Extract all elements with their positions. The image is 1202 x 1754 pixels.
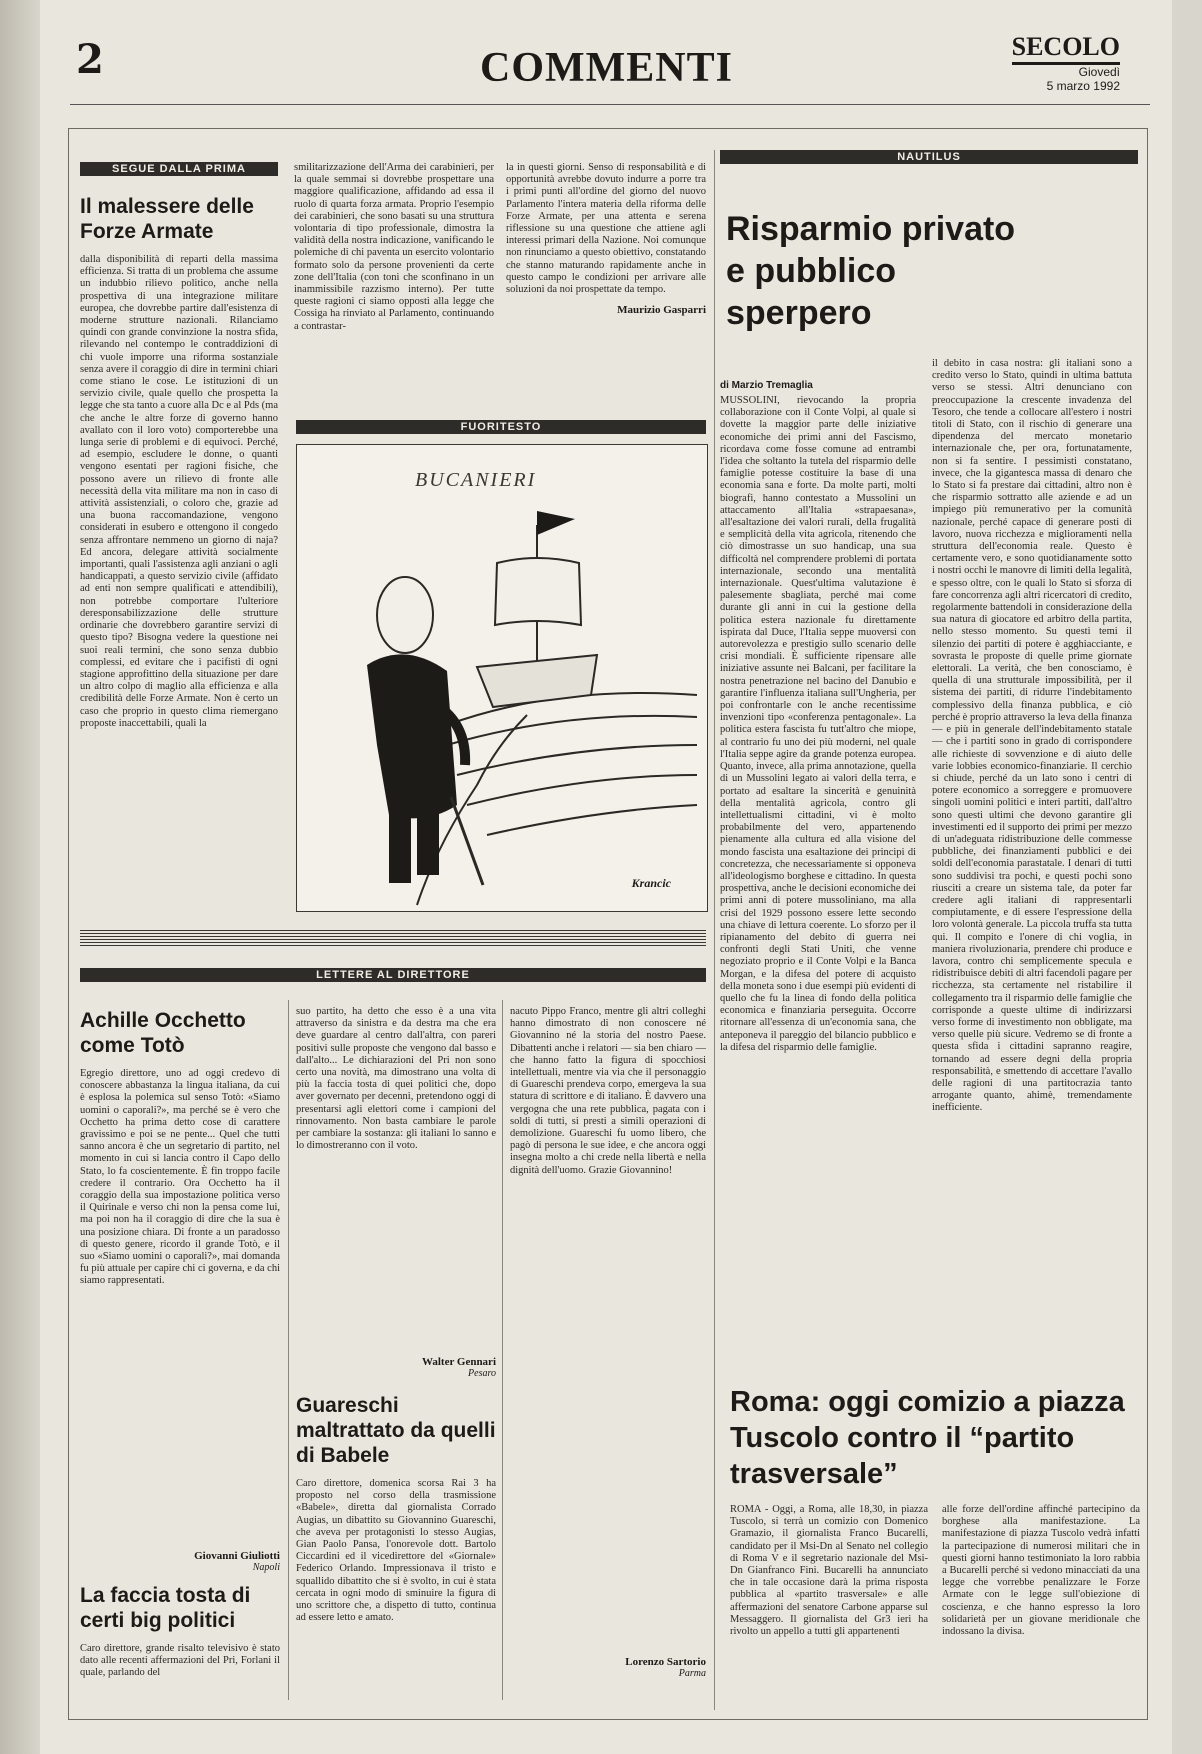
article-title: Roma: oggi comizio a piazza Tuscolo contro il “partito trasversale” <box>730 1386 1125 1490</box>
letter-signature: Walter Gennari <box>421 1356 496 1368</box>
letter-city: Parma <box>678 1668 706 1679</box>
ship-illustration <box>477 511 597 707</box>
article-title: Il malessere delle Forze Armate <box>80 195 254 243</box>
letter-body: nacuto Pippo Franco, mentre gli altri colleghi hanno dimostrato di non conoscere né Giovannino né la storia del nostro Paese. Dibattenti anche i relatori — sia ben chiaro — che hanno fatto la figura di spocchiosi intellettuali, mentre via via che il personaggio di Guareschi prendeva corpo, emergeva la sua statura di scrittore e di italiano. È davvero una vergogna che una rete pubblica, pagata con i soldi di tutti, si presti a simili operazioni di demolizione. Guareschi fu uomo libero, che pagò di persona le sue idee, e che ancora oggi insegna molto a chi crede nella libertà e nella dignità dell'uomo. Grazie Giovannino! <box>510 1006 706 1176</box>
letter-body: Caro direttore, domenica scorsa Rai 3 ha proposto nel corso della trasmissione «Babele», diretta dal giornalista Corrado Augias, un dibattito su Giovannino Guareschi, che aveva per protagonisti lo stesso Augias, Gian Paolo Pansa, l'onorevole dott. Bartolo Ciccardini ed il vicedirettore del «Giornale» Federico Orlando. Impressionava il tristo e squallido dibattito che si è svolto, in cui è stata cercata in ogni modo di sminuire la figura di uno scrittore che, a dispetto di tutto, continua ad essere letto e amato. <box>296 1478 496 1624</box>
letter-body: Egregio direttore, uno ad oggi credevo di conoscere abbastanza la lingua italiana, da cui è esplosa la polemica sul senso Totò: «Siamo uomini o caporali?», ma perché se è vero che Occhetto ha prima detto cose di carattere gravissimo e poi se ne pente... Quel che tutti sanno ancora è che un segretario di partito, nel momento in cui si lancia contro il Capo dello Stato, lo fa coscientemente. È fin troppo facile credere il contrario. Ora Occhetto ha il coraggio della sua impostazione politica verso il Quirinale e verso chi non la pensa come lui, ma poi non ha il coraggio di dire che la sua è una posizione chiara. Di fronte a un paradosso di questo genere, ricordo il grande Totò, e il suo «Siamo uomini o caporali?», mai domanda fu più attuale per capire chi ci governa, e da chi siamo rappresentati. <box>80 1068 280 1287</box>
letter-title: Achille Occhetto come Totò <box>80 1009 246 1057</box>
column-rule <box>714 150 715 1710</box>
section-title: COMMENTI <box>480 45 733 91</box>
letter-signature: Lorenzo Sartorio <box>625 1656 706 1668</box>
masthead <box>1012 32 1120 93</box>
page-header <box>40 20 1140 100</box>
article-malessere-cont <box>294 162 494 416</box>
letter-city: Pesaro <box>468 1368 496 1379</box>
article-body: dalla disponibilità di reparti della massima efficienza. Si tratta di un problema che assume un indubbio rilievo politico, anche nella prospettiva di una integrazione militare europea, che dovrebbe partire dall'esistenza di moderne strutture nazionali. Rilanciamo quindi con grande convinzione la nostra sfida, rilevando nel contempo le contraddizioni di chi vuole imporre una riforma sostanziale senza avere il coraggio di dire in termini chiari come stiano le cose. Le istituzioni di un servizio civile, quale quello che prospetta la legge che sta tanto a cuore alla Dc e al Pds (ma che anche le altre forze di governo hanno avallato con il loro voto) comporterebbe una lunga serie di problemi e di equivoci. Perché, ad esempio, escludere le donne, o quanti vengono esentati per ragioni fisiche, che possono avere un rilievo di fronte alle necessità della vita militare ma non in caso di attività assistenziali, o coloro che, grazie ad una buona raccomandazione, vengono considerati in esubero e ottengono il congedo senza affrontare nemmeno un giorno di naja? Ed ancora, delegare attività socialmente importanti, quali l'assistenza agli anziani o agli handicappati, a questo servizio civile (affidato ad enti non sempre qualificati e attendibili), non potrebbe comportare l'ulteriore deresponsabilizzazione delle strutture ordinarie che dovrebbero garantire servizi di questo tipo? Bisogna vedere la questione nei suoi reali termini, che sono senza dubbio complessi, ed evitare che i pacifisti di ogni stagione approfittino della situazione per dare un altro colpo di maglio alla efficienza e alla credibilità delle Forze Armate. Non è certo un caso che proprio in questo clima riemergano proposte inaccettabili, quali la <box>80 254 278 729</box>
kicker-lettere: LETTERE AL DIRETTORE <box>80 968 706 982</box>
kicker-nautilus: NAUTILUS <box>720 150 1138 164</box>
article-roma <box>730 1384 1140 1710</box>
letters-middle-column <box>296 1006 496 1706</box>
article-signature: Maurizio Gasparri <box>617 304 706 317</box>
column-rule <box>502 1000 503 1700</box>
article-malessere <box>80 162 278 922</box>
article-body: MUSSOLINI, rievocando la propria collaborazione con il Conte Volpi, al quale si dovette la maggior parte delle iniziative economiche dei primi anni del Fascismo, ricordava come fosse comune ad entrambi l'idea che soltanto la tutela del risparmio delle famiglie potesse costituire la base di una economia sana e forte. Da molte parti, molti biografi, hanno contestato a Mussolini un attaccamento all'Italia «strapaesana», all'esaltazione dei valori rurali, della frugalità e semplicità della vita agricola, ritenendo che ciò dimostrasse un suo handicap, una sua difficoltà nel comprendere problemi di portata internazionale, secondo una mentalità internazionale. Quest'ultima valutazione è palesemente sbagliata, perché mai come durante gli anni in cui la gestione della politica estera nazionale fu direttamente ispirata dal Duce, l'Italia seppe muoversi con autorevolezza e prestigio sullo scenario delle crisi mondiali. È sufficiente ripensare alle iniziative assunte nei Balcani, per facilitare la nostra penetrazione nel bacino del Danubio e garantire l'influenza italiana sull'Ungheria, per poi confrontarle con le anche recentissime invenzioni tipo «conferenza pentagonale». La politica estera fascista fu tutt'altro che miope, al contrario fu uno dei più moderni, nel quale l'Italia seppe agire da grande potenza europea. Quanto, invece, alla prima annotazione, quella di un Mussolini legato ai valori della terra, e portato ad esaltare la sincerità e genuinità della mentalità agricola, contro gli intellettualismi cittadini, vi è molto probabilmente del vero, appartenendo pienamente alla cultura ed alla visione del mondo fascista una esaltazione dei principi di concretezza, che necessariamente si opponeva all'ideologismo borghese e cittadino. In questa prospettiva, anche le decisioni economiche dei primi anni di potere mussoliniano, ma alla crisi del 1929 possono essere lette secondo una chiave di lettura coerente. Lo sforzo per il ripianamento del debito di guerra nei confronti degli Stati Uniti, che venne negoziato proprio e il Conte Volpi e la Banca Morgan, e la difesa del potere di acquisto della moneta sono i due esempi più evidenti di quello che fu la linea di fondo della politica economica e finanziaria perseguita. Occorre ritornare all'essenza di un'economia sana, che anteponeva il pareggio del bilancio pubblico e la difesa del risparmio delle famiglie. <box>720 395 916 1053</box>
column-rule <box>288 1000 289 1700</box>
article-title: Risparmio privato e pubblico sperpero <box>726 210 1016 332</box>
letter-body: suo partito, ha detto che esso è a una vita attraverso da sinistra e da destra ma che era deve guardare al centro dall'altra, con pareri positivi sulle proposte che vengono dal basso e dall'alto... Le dichiarazioni del Pri non sono certo una novità, ma dimostrano una volta di più la faccia tosta di quei politici che, dopo aver governato per decenni, pretendono oggi di presentarsi agli elettori come i campioni del rinnovamento. Non basta cambiare le parole per cambiare la sostanza: gli italiani lo sanno e lo dimostreranno con il voto. <box>296 1006 496 1152</box>
article-malessere-end <box>506 162 706 416</box>
kicker-segue: SEGUE DALLA PRIMA <box>80 162 278 176</box>
masthead-logo: SECOLO <box>1012 32 1120 65</box>
cartoon-panel <box>296 444 708 912</box>
figure-illustration <box>367 577 483 885</box>
letters-left-column <box>80 990 280 1708</box>
masthead-day: Giovedì <box>1078 65 1120 79</box>
article-body: alle forze dell'ordine affinché partecipino da borghese alla manifestazione. La manifestazione di piazza Tuscolo vedrà infatti la partecipazione di numerosi militari che in questi giorni hanno testimoniato la loro rabbia a Bucarelli perché si vedono minacciati da una legge che vorrebbe penalizzare le Forze Armate con le legge sull'obiezione di coscienza, e che hanno espresso la loro solidarietà per un giovane meridionale che indossano la divisa. <box>942 1504 1140 1638</box>
header-rule <box>70 104 1150 105</box>
page-shadow <box>0 0 40 1754</box>
section-separator <box>80 928 706 946</box>
letter-title: La faccia tosta di certi big politici <box>80 1584 251 1632</box>
kicker-fuoritesto: FUORITESTO <box>296 420 706 434</box>
cartoon-signature: Krancic <box>631 876 671 890</box>
cartoon-caption: BUCANIERI <box>415 469 537 491</box>
letter-title: Guareschi maltrattato da quelli di Babele <box>296 1394 496 1467</box>
article-byline: di Marzio Tremaglia <box>720 380 813 391</box>
letters-right-column <box>510 1006 706 1706</box>
letter-body: Caro direttore, grande risalto televisivo è stato dato alle recenti affermazioni del Pri, Forlani il quale, parlando del <box>80 1643 280 1679</box>
cartoon-drawing <box>297 445 707 911</box>
article-nautilus <box>720 150 1138 1326</box>
article-body: ROMA - Oggi, a Roma, alle 18,30, in piazza Tuscolo, si terrà un comizio con Domenico Gramazio, il giornalista Franco Bucarelli, candidato per il Msi-Dn al Senato nel collegio di Roma V e il segretario nazionale del Msi-Dn Gianfranco Fini. Bucarelli ha annunciato che in tale occasione darà la prima risposta pubblica al «partito trasversale» e alle affermazioni del senatore Carbone apparse sul Messaggero. Il giornalista del Gr3 ieri ha rivolto un appello a tutti gli appartenenti <box>730 1504 928 1638</box>
article-body: la in questi giorni. Senso di responsabilità e di opportunità avrebbe dovuto indurre a porre tra i primi punti all'ordine del giorno del nuovo Parlamento l'intera materia della riforma delle Forze Armate, per una attenta e serena riflessione su una questione che attiene agli interessi primari della Nazione. Noi comunque non rinunciamo a questo obiettivo, constatando che stanno maturando rapidamente anche in questo campo le condizioni per arrivare alle soluzioni da noi prospettate da tempo. <box>506 162 706 296</box>
letter-signature: Giovanni Giuliotti <box>194 1550 280 1562</box>
article-body: smilitarizzazione dell'Arma dei carabinieri, per la quale semmai si dovrebbe prospettare una maggiore qualificazione, affidando ad essa il ruolo di quarta forza armata. Proprio l'esempio dei carabinieri, che sono basati su una struttura volontaria di tipo professionale, dimostra la validità della nostra indicazione, vanificando le polemiche di chi paventa un esercito volontario formato solo da persone provenienti da certe zone dell'Italia (con toni che sconfinano in un inammissibile razzismo interno). Per tutte queste ragioni ci siamo opposti alla legge che Cossiga ha rinviato al Parlamento, continuando a contrastar- <box>294 162 494 332</box>
article-body: il debito in casa nostra: gli italiani sono a credito verso lo Stato, quindi in ultima battuta verso se stessi. Altri denunciano con preoccupazione la crescente invadenza del Tesoro, che tende a collocare all'estero i nostri titoli di Stato, con il rischio di generare una dipendenza del mercato monetario internazionale che, per ora, fortunatamente, non si fa sentire. I pessimisti constatano, invece, che la gigantesca massa di denaro che lo Stato si fa prestare dai cittadini, altro non è che risparmio sottratto alle aziende e ad un impiego più remunerativo per la comunità nazionale, perché capace di generare posti di lavoro, nuova ricchezza e miglioramenti nella struttura dell'economia reale. Questo è certamente vero, e sono quotidianamente sotto i nostri occhi le manovre di limiti della legalità, e spesso oltre, con le quali lo Stato si sforza di fare concorrenza agli altri ricercatori di credito, regolarmente battendoli in considerazione della sua natura di giocatore ed arbitro della partita, nello stesso momento. Su questi temi il silenzio dei partiti di potere è agghiacciante, e sovrasta le proposte di quelle prime giornate elettorali. La verità, che ben conosciamo, è quella di una strutturale impossibilità, per il sistema dei partiti, di ridurre l'indebitamento complessivo della finanza pubblica, e ciò perché è proprio attraverso la leva della finanza — e più in generale dell'indebitamento statale — che i partiti sono in grado di corrispondere alle richieste di sovvenzione e di aiuto delle varie lobbies economico-finanziarie. Il cerchio si chiude, perché da un lato sono i centri di potere economico a sorreggere e promuovere singoli uomini politici e interi partiti, dall'altro sono questi ultimi che devono garantire gli investimenti ed il supporto dei primi per mezzo di un'adeguata ridistribuzione delle commesse pubbliche, dei finanziamenti pubblici e dei soldi dell'economia parastatale. I denari di tutti sono suddivisi tra pochi, e questi pochi sono riusciti a creare un sistema tale, da poter far credere agli italiani di rappresentarli compiutamente, e di essere l'espressione della loro volontà generale. La piccola truffa sta tutta qui. Il compito e l'onere di chi voglia, in maniera rivoluzionaria, prendere chi produce e lavora, contro chi semplicemente specula e ridistribuisce debiti di altri facendoli pagare per ricchezza, sta certamente nel ristabilire il collegamento tra il risparmio delle famiglie che corrisponde a queste ultime di indirizzarsi verso forme di investimento non obbligate, ma verso quelle più sicure. Vedremo se di fronte a questa sfida i cittadini sapranno reagire, tornando ad essere degni della propria responsabilità, e smettendo di accettare l'avallo delle ragioni di una partitocrazia tanto arrogante quanto, ahimè, tremendamente inefficiente. <box>932 358 1133 1114</box>
letter-city: Napoli <box>252 1562 280 1573</box>
page-number: 2 <box>76 36 104 83</box>
masthead-date: 5 marzo 1992 <box>1046 79 1120 93</box>
